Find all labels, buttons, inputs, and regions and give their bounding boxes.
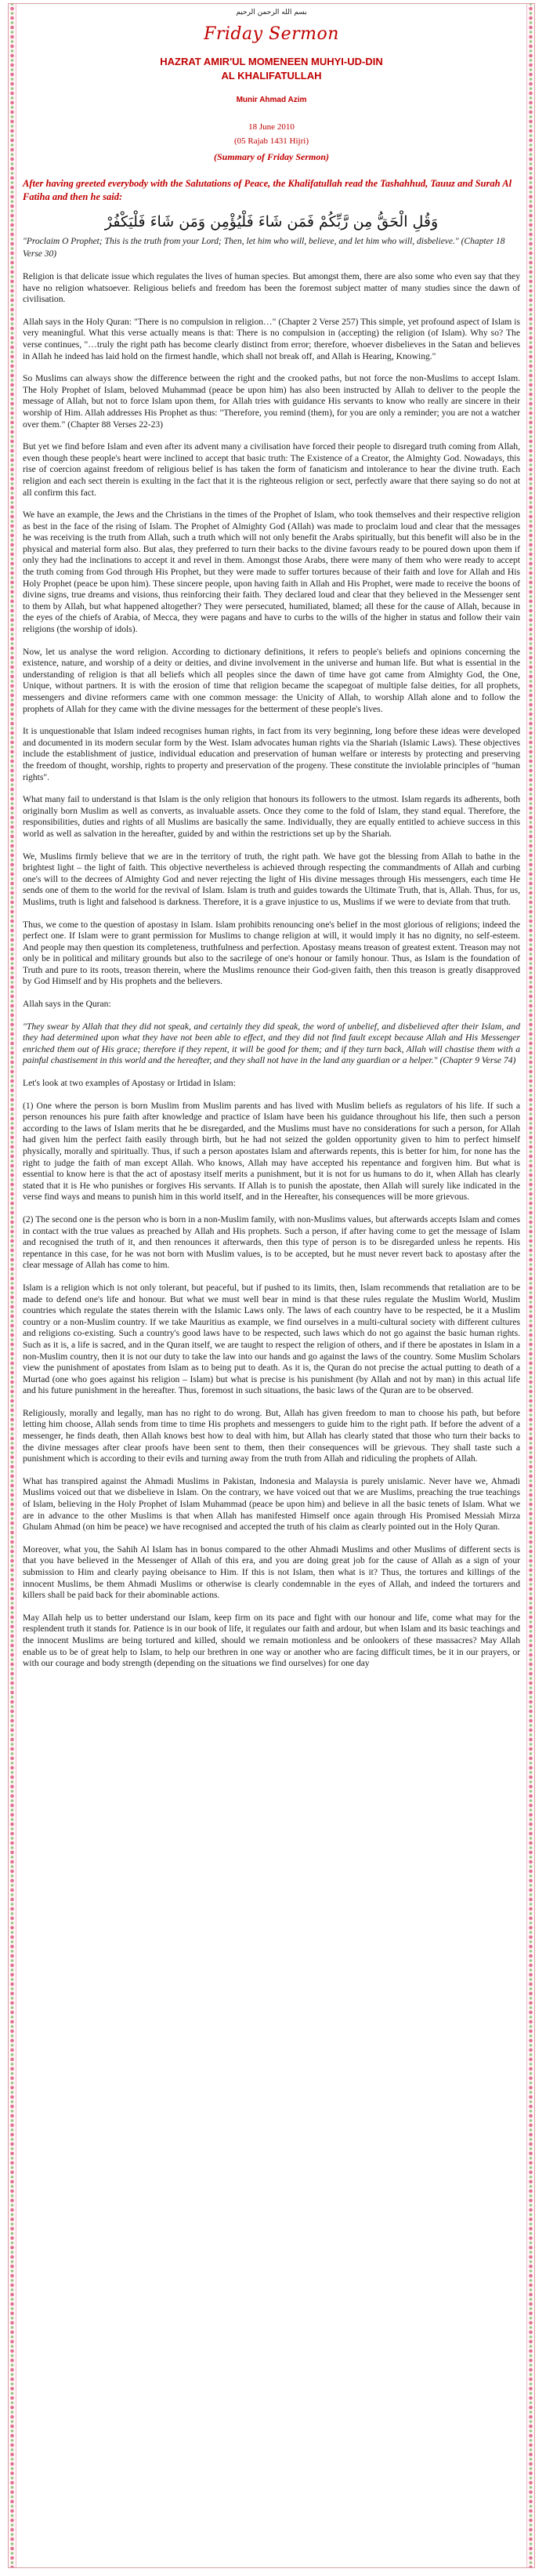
header-line-1: HAZRAT AMIR'UL MOMENEEN MUHYI-UD-DIN	[160, 56, 383, 67]
paragraph: (1) One where the person is born Muslim from Muslim parents and has lived with Muslim beliefs as regulators of his life. If such a person renounces his pure faith after knowledge and practice of Islam have been his guidance throughout his life, then such a person according to the laws of Islam merits that he be disregarded, and the Muslims must have no considerations for such a person, for Allah had given him the perfect faith easily through birth, but he had not seized the golden opportunity given to him to perfect himself physically, morally and spiritually. Thus, if such a person apostates Islam and afterwards repents, this is better for him, for none has the right to judge the faith of man except Allah. Who knows, Allah may have accepted his repentance and forgiven him. But what is essential to know here is that the act of apostasy itself merits a punishment, but it is not for us humans to do it, when Allah has clearly stated that it is He who punishes or forgives His servants. If Allah is to punish the apostate, then Allah will surely like indicated in the verse find ways and means to punish him in this world itself, and in the Hereafter, his consequences will be more grievous.	[23, 1100, 520, 1203]
paragraph: We, Muslims firmly believe that we are in the territory of truth, the right path. We have got the blessing from Allah to bathe in the brightest light – the light of faith. This objective nevertheless is achieved through respecting the commandments of Allah and curbing one's will to the decrees of Almighty God and never rejecting the light of His divine messages through His messengers, each time He sends one of them to the world for the revival of Islam. Islam is truth and guides towards the Ultimate Truth, that is, Allah. Thus, for us, Muslims, truth is light and falsehood is darkness. Therefore, it is a grave injustice to us, Muslims if we were to deviate from that truth.	[23, 851, 520, 907]
header-line-2: AL KHALIFATULLAH	[221, 70, 322, 82]
paragraph: Islam is a religion which is not only tolerant, but peaceful, but if pushed to its limits, then, Islam recommends that retaliation are to be made to defend one's life and honour. But what we must well bear in mind is that these rules regulate the Muslim World, Muslim countries which regulate the states therein with the Islamic Laws only. The laws of each country have to be respected, be it a Muslim country or a non-Muslim country. If we take Mauritius as example, we find ourselves in a multi-cultural society with different cultures and religions co-existing. Such a country's good laws have to be respected, such laws which do not go against the basic human rights. Such as it is, a life is sacred, and in the Quran itself, we are taught to respect the religion of others, and if there be apostates in Islam in a non-Muslim country, then it is not our duty to take the law into our hands and go against the laws of the country. Some Muslim Scholars view the punishment of apostates from Islam as to being put to death. As it is, the Quran do not precise the actual putting to death of a Murtad (one who goes against his religion – Islam) but what is precise is his punishment (by Allah and not by man) in this actual life and his future punishment in the hereafter. Thus, foremost in such situations, the basic laws of the Quran are to be observed.	[23, 1282, 520, 1396]
hijri-date: (05 Rajab 1431 Hijri)	[233, 136, 309, 146]
paragraph: Allah says in the Holy Quran: "There is no compulsion in religion…" (Chapter 2 Verse 257) This simple, yet profound aspect of Islam is very meaningful. What this verse actually means is that: There is no compulsion in (accepting) the religion (of Islam). Why so? The verse continues, "…truly the right path has become clearly distinct from error; therefore, whoever disbelieves in the Satan and believes in Allah he indeed has laid hold on the firmest handle, which shall not break off, and Allah is Hearing, Knowing."	[23, 316, 520, 361]
page-title: Friday Sermon	[204, 24, 339, 44]
paragraph: Moreover, what you, the Sahih Al Islam has in bonus compared to the other Ahmadi Muslims and other Muslims of different sects is that you have believed in the Messenger of Allah of this era, and you are doing great job for the cause of Allah as a sign of your submission to Him and clearly paying obeisance to Him. If this is not Islam, then what is it? Thus, the tortures and killings of the innocent Muslims, be them Ahmadi Muslims or otherwise is clearly condemnable in the eyes of Allah, and indeed the torturers and killers shall be paid back for their abominable actions.	[23, 1544, 520, 1601]
paragraph: Allah says in the Quran:	[23, 999, 111, 1010]
paragraph: (2) The second one is the person who is born in a non-Muslim family, with non-Muslims values, but afterwards accepts Islam and comes in contact with the true values as preached by Allah and His prophets. Such a person, if after having come to get the message of Islam and recognised the truth of it, and then renounces it afterwards, then this type of person is to be disregarded unless he repents. His repentance in this case, for he was not born with Muslim values, is to be accepted, but he must never revert back to apostasy after the clear message of Allah has come to him.	[23, 1214, 520, 1271]
verse-translation: "Proclaim O Prophet; This is the truth from your Lord; Then, let him who will, believe, and let him who will, disbelieve." (Chapter 18 Verse 30)	[23, 237, 505, 259]
quran-quote: "They swear by Allah that they did not speak, and certainly they did speak, the word of unbelief, and disbelieved after their Islam, and they had determined upon what they have not been able to effect, and they did not find fault except because Allah and His Messenger enriched them out of His grace; therefore if they repent, it will be good for them; and if they turn back, Allah will chastise them with a painful chastisement in this world and the hereafter, and they shall not have in the land any guardian or a helper." (Chapter 9 Verse 74)	[23, 1021, 520, 1066]
paragraph: What has transpired against the Ahmadi Muslims in Pakistan, Indonesia and Malaysia is purely unislamic. Never have we, Ahmadi Muslims voiced out that we disbelieve in Islam. On the contrary, we have voiced out that we are Muslims, preaching the true teachings of Islam, believing in the Holy Prophet of Islam Muhammad (peace be upon him) and believe in all the basic tenets of Islam. What we are in advance to the other Muslims is that when Allah has manifested Himself once again through His Promised Messiah Mirza Ghulam Ahmad (on him be peace) we have recognised and accepted the truth of his claim as clearly pointed out in the Holy Quran.	[23, 1475, 520, 1533]
sermon-content	[23, 4, 520, 1670]
bismillah: بسم الله الرحمن الرحیم	[236, 9, 307, 16]
arabic-verse: وَقُلِ الْحَقُّ مِن رَّبِّكُمْ فَمَن شَاءَ فَلْيُؤْمِن وَمَن شَاءَ فَلْيَكْفُرْ	[104, 213, 439, 230]
paragraph: We have an example, the Jews and the Christians in the times of the Prophet of Islam, who took themselves and their respective religion as best in the face of the rising of Islam. The Prophet of Almighty God (Allah) was made to proclaim loud and clear that the messages he was receiving is the truth from Allah, such a truth which will not only benefit the Arabs spiritually, but this benefit will also be in the physical and material form also. But alas, they preferred to turn their backs to the divine favours ready to be poured down upon them if only they had the inclinations to accept it and revel in them. Amongst those Arabs, there were many of them who were ready to accept the truth coming from God through His Prophet, but they were made to suffer tortures because of their faith and love for Allah and His Holy Prophet (peace be upon him). These sincere people, upon having faith in Allah and His Prophet, were made to receive the boons of divine signs, true dreams and visions, thus reinforcing their faith. They declared loud and clear that they believed in the Messenger sent to them by Allah, but what happened altogether? They were persecuted, humiliated, blamed; all these for the cause of Allah, because in the eyes of the chiefs of Arabia, of Mecca, they were pagans and have to curbs to the wills of the higher in status and follow their vain religions (the worship of idols).	[23, 510, 520, 635]
paragraph: Now, let us analyse the word religion. According to dictionary definitions, it refers to people's beliefs and opinions concerning the existence, nature, and worship of a deity or deities, and divine involvement in the universe and human life. But what is essential in the understanding of religion is that all beliefs which all peoples since the dawn of time have got came from Almighty God, the One, Unique, without partners. It is with the erosion of time that religion became the scapegoat of multiple false deities, for all prophets, messengers and divine reformers came with one common message: the Unicity of Allah, to worship Allah alone and to follow the prophets of Allah for they came with the divine messages for the betterment of these people's lives.	[23, 646, 520, 714]
paragraph: Thus, we come to the question of apostasy in Islam. Islam prohibits renouncing one's belief in the most glorious of religions; indeed the perfect one. If Islam were to grant permission for Muslims to change religion at will, it would imply it has no dignity, no self-esteem. And people may then question its completeness, truthfulness and perfection. Apostasy means treason of greatest extent. Treason may not only be in political and military grounds but also to the sacrilege of one's honour or family honour. Thus, as Islam is the foundation of Truth and pure to its roots, treason therein, where the Muslims renounce their God-given faith, then this treason is greatly disapproved by God Himself and by His prophets and the believers.	[23, 919, 520, 987]
intro-text: After having greeted everybody with the Salutations of Peace, the Khalifatullah read the Tashahhud, Tauuz and Surah Al Fatiha and then he said:	[23, 178, 512, 202]
paragraph: It is unquestionable that Islam indeed recognises human rights, in fact from its very beginning, long before these ideas were developed and documented in its modern secular form by the West. Islam advocates human rights via the Shariah (Islamic Laws). These objectives include the establishment of justice, individual education and preservation of human welfare or interests by protecting and preserving the freedom of thought, worship, rights to property and preservation of the progeny. These constitute the inviolable principles of "human rights".	[23, 726, 520, 782]
paragraph: Religiously, morally and legally, man has no right to do wrong. But, Allah has given freedom to man to choose his path, but before letting him choose, Allah sends from time to time His prophets and messengers to guide him to the right path. If before the advent of a messenger, he finds death, then Allah knows best how to deal with him, but Allah has clearly stated that those who turn their backs to the divine messages after clear proofs have been sent to them, then their consequences will be grievous. They shall taste such a punishment which is according to their evils and turning away from the truth from Allah and ridiculing the prophets of Allah.	[23, 1407, 520, 1464]
paragraph: Religion is that delicate issue which regulates the lives of human species. But amongst them, there are also some who even say that they have no religion whatsoever. Religious beliefs and freedom has been the foremost subject matter of many studies since the dawn of civilisation.	[23, 271, 520, 305]
paragraph: So Muslims can always show the difference between the right and the crooked paths, but not force the non-Muslims to accept Islam. The Holy Prophet of Islam, beloved Muhammad (peace be upon him) has also been instructed by Allah to deliver to the people the message of Allah, but not to force Islam upon them, for Allah tries with guidance His servants to know who really are sincere in their worship of Him. Allah addresses His Prophet as thus: "Therefore, you remind (them), for you are only a reminder; you are not a watcher over them." (Chapter 88 Verses 22-23)	[23, 373, 520, 430]
author-name: Munir Ahmad Azim	[236, 96, 307, 104]
summary-label: (Summary of Friday Sermon)	[213, 151, 329, 162]
sermon-page	[8, 3, 535, 2568]
left-decorative-border	[9, 4, 16, 2567]
sermon-date: 18 June 2010	[248, 122, 295, 132]
paragraph: Let's look at two examples of Apostasy or Irtidad in Islam:	[23, 1078, 236, 1089]
paragraph: What many fail to understand is that Islam is the only religion that honours its followers to the utmost. Islam regards its adherents, both originally born Muslim as well as converts, as invaluable assets. Once they come to the fold of Islam, they stand equal. Therefore, the responsibilities, duties and rights of all Muslims are basically the same. Individually, they are equally entitled to achieve success in this world as well as salvation in the hereafter, guided by and within the restrictions set up by the Shariah.	[23, 794, 520, 839]
right-decorative-border	[526, 4, 534, 2567]
paragraph: May Allah help us to better understand our Islam, keep firm on its pace and fight with our honour and life, come what may for the resplendent truth it stands for. Patience is in our book of life, it regulates our faith and ardour, but when Islam and its basic teachings and the innocent Muslims are being tortured and killed, should we remain motionless and be onlookers of these massacres? May Allah enable us to be of great help to Islam, to help our brethren in one way or another who are facing difficult times, be it in our prayers, or with our courage and body strength (depending on the situations we find ourselves) for one day	[23, 1612, 520, 1669]
paragraph: But yet we find before Islam and even after its advent many a civilisation have forced their people to disregard truth coming from Allah, even though these people's heart were inclined to accept that basic truth: The Existence of a Creator, the Almighty God. Nowadays, this rise of coercion against freedom of religious belief is has taken the form of fanaticism and intolerance to hear the divine truth. Each religion and each sect therein is exulting in the fact that it is the righteous religion or sect, perfectly aware that there saying so do not at all confirm this fact.	[23, 441, 520, 498]
